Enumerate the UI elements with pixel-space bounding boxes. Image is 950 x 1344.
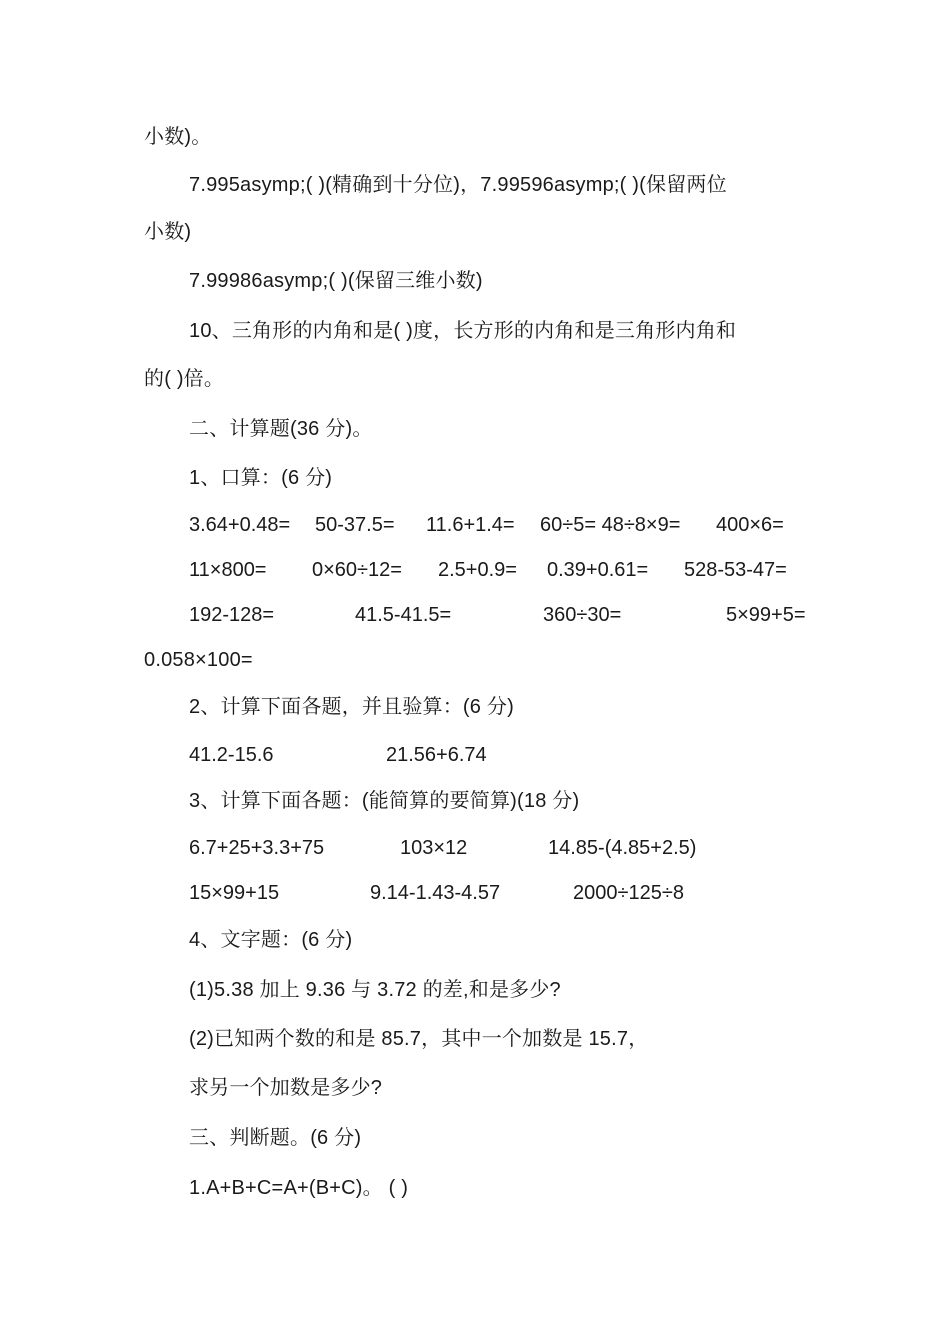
calc-item: 41.2-15.6 bbox=[189, 744, 274, 766]
text-line: 的( )倍。 bbox=[144, 368, 225, 390]
word-problem: (1)5.38 加上 9.36 与 3.72 的差,和是多少? bbox=[189, 979, 561, 1001]
oral-item: 41.5-41.5= bbox=[355, 604, 452, 626]
text-line: 小数) bbox=[144, 221, 192, 243]
calc-item: 15×99+15 bbox=[189, 882, 280, 904]
oral-item: 0.39+0.61= bbox=[547, 559, 649, 581]
text-line: 7.995asymp;( )(精确到十分位)，7.99596asymp;( )(保留两位 bbox=[189, 174, 727, 196]
oral-item: 528-53-47= bbox=[684, 559, 787, 581]
section-heading: 二、计算题(36 分)。 bbox=[189, 418, 373, 440]
text-line: 小数)。 bbox=[144, 126, 212, 148]
oral-item: 11×800= bbox=[189, 559, 267, 581]
text-line: 7.99986asymp;( )(保留三维小数) bbox=[189, 270, 483, 292]
subsection-heading: 2、计算下面各题，并且验算：(6 分) bbox=[189, 696, 514, 718]
word-problem: (2)已知两个数的和是 85.7，其中一个加数是 15.7， bbox=[189, 1028, 649, 1050]
oral-item: 3.64+0.48= bbox=[189, 514, 291, 536]
oral-item: 60÷5= 48÷8×9= bbox=[540, 514, 681, 536]
oral-item: 400×6= bbox=[716, 514, 784, 536]
question-10: 10、三角形的内角和是( )度，长方形的内角和是三角形内角和 bbox=[189, 320, 737, 342]
subsection-heading: 1、口算：(6 分) bbox=[189, 467, 333, 489]
calc-item: 2000÷125÷8 bbox=[573, 882, 684, 904]
oral-item: 5×99+5= bbox=[726, 604, 806, 626]
oral-item: 0×60÷12= bbox=[312, 559, 402, 581]
calc-item: 103×12 bbox=[400, 837, 468, 859]
oral-item: 50-37.5= bbox=[315, 514, 395, 536]
calc-item: 21.56+6.74 bbox=[386, 744, 487, 766]
oral-item: 192-128= bbox=[189, 604, 275, 626]
oral-item: 360÷30= bbox=[543, 604, 622, 626]
oral-item: 11.6+1.4= bbox=[426, 514, 515, 536]
calc-item: 6.7+25+3.3+75 bbox=[189, 837, 325, 859]
calc-item: 14.85-(4.85+2.5) bbox=[548, 837, 697, 859]
judgment-item: 1.A+B+C=A+(B+C)。 ( ) bbox=[189, 1177, 409, 1199]
word-problem: 求另一个加数是多少? bbox=[189, 1077, 383, 1099]
oral-item: 0.058×100= bbox=[144, 649, 253, 671]
subsection-heading: 3、计算下面各题：(能简算的要简算)(18 分) bbox=[189, 790, 580, 812]
section-heading: 三、判断题。(6 分) bbox=[189, 1127, 362, 1149]
oral-item: 2.5+0.9= bbox=[438, 559, 517, 581]
subsection-heading: 4、文字题：(6 分) bbox=[189, 929, 353, 951]
calc-item: 9.14-1.43-4.57 bbox=[370, 882, 501, 904]
